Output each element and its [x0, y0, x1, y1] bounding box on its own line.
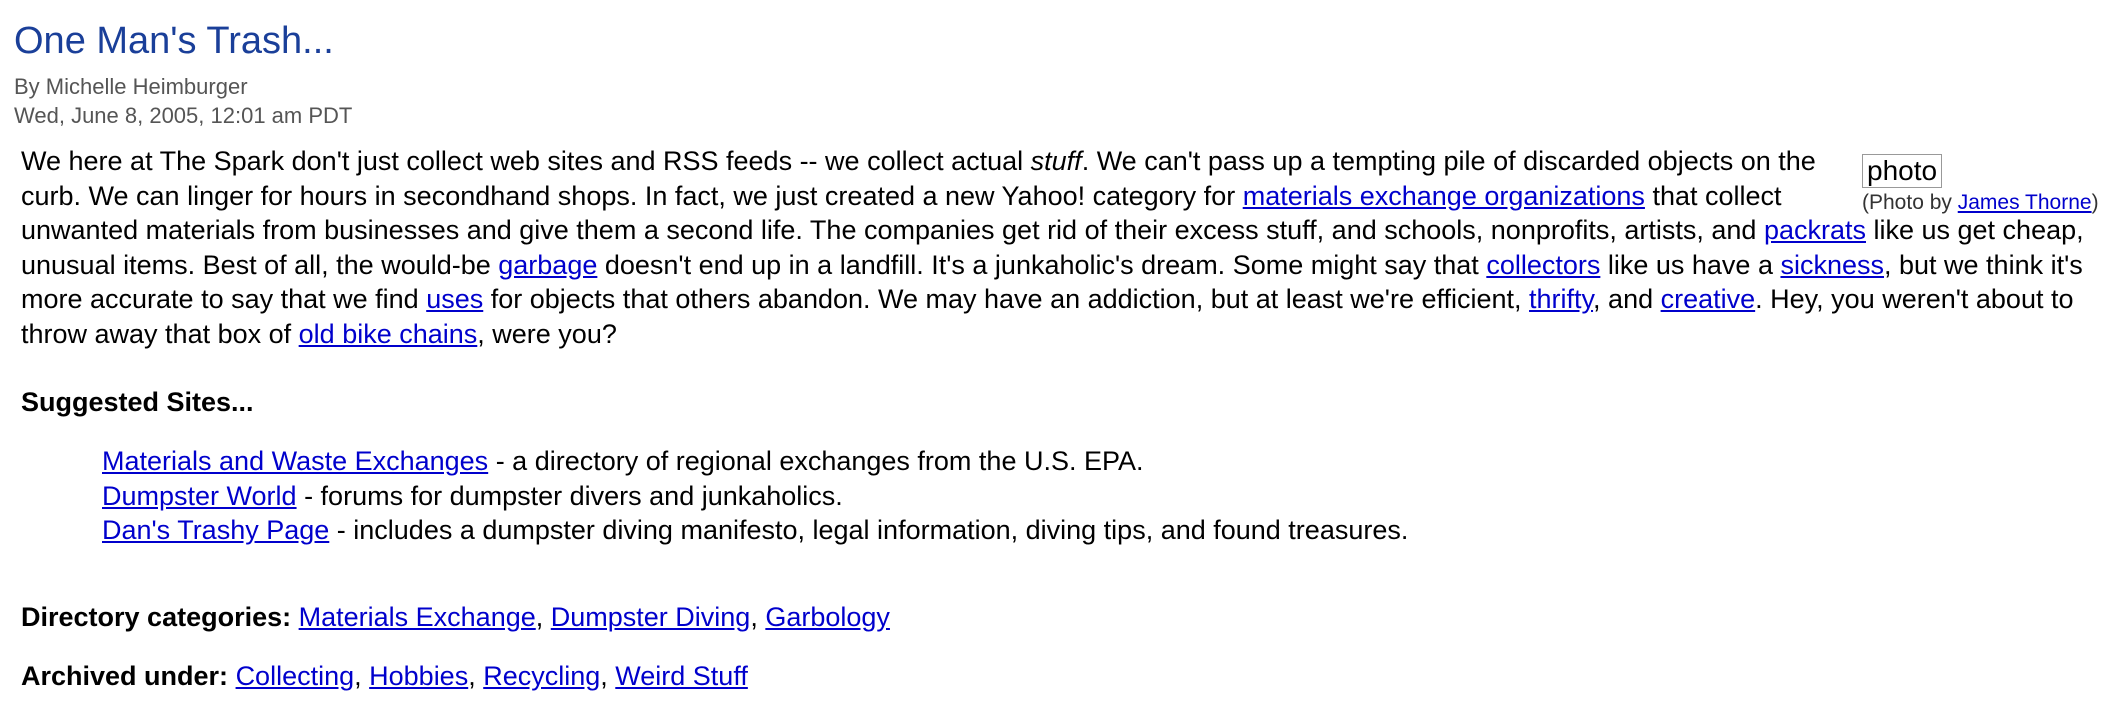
- body-text: . We can't pass up a tempting pile of discarded objects on the curb. We can linger for hours in secondhand shops. In fact, we just created a new Yahoo! category for: [21, 146, 1816, 211]
- site-description: - a directory of regional exchanges from the U.S. EPA.: [488, 446, 1144, 476]
- body-text: that collect unwanted materials from businesses and give them a second life. The companies get rid of their excess stuff, and schools, nonprofits, artists, and: [21, 180, 1782, 246]
- site-link-dumpster-world[interactable]: Dumpster World: [102, 480, 297, 511]
- category-link-dumpster-diving[interactable]: Dumpster Diving: [550, 602, 751, 632]
- body-text: , were you?: [477, 318, 617, 349]
- category-link-garbology[interactable]: Garbology: [765, 602, 890, 632]
- body-text: doesn't end up in a landfill. It's a junkaholic's dream. Some might say that: [597, 249, 1487, 280]
- site-link-dans-trashy-page[interactable]: Dan's Trashy Page: [102, 515, 330, 546]
- article-body: [21, 144, 2111, 352]
- site-description: - forums for dumpster divers and junkaholics.: [296, 480, 843, 511]
- link-garbage[interactable]: garbage: [498, 249, 598, 280]
- archive-link-hobbies[interactable]: Hobbies: [369, 661, 469, 691]
- suggested-sites-heading: Suggested Sites...: [21, 387, 254, 417]
- body-text: We here at The Spark don't just collect web sites and RSS feeds -- we collect actual: [21, 146, 1031, 176]
- article-title: One Man's Trash...: [14, 20, 334, 62]
- body-text: like us get cheap, unusual items. Best of all, the would-be: [21, 215, 2084, 280]
- list-item: [102, 513, 1408, 548]
- photo-credit-link[interactable]: James Thorne: [1957, 191, 2092, 214]
- suggested-sites-list: [102, 444, 1408, 548]
- link-uses[interactable]: uses: [426, 284, 484, 315]
- link-materials-exchange-organizations[interactable]: materials exchange organizations: [1242, 180, 1645, 211]
- archive-link-weird-stuff[interactable]: Weird Stuff: [615, 661, 748, 691]
- publish-date: Wed, June 8, 2005, 12:01 am PDT: [14, 103, 353, 128]
- caption-suffix: ): [2091, 191, 2099, 214]
- body-text: for objects that others abandon. We may have an addiction, but at least we're efficient,: [483, 284, 1530, 315]
- body-text: , and: [1593, 284, 1661, 315]
- link-packrats[interactable]: packrats: [1763, 215, 1866, 246]
- directory-label: Directory categories:: [21, 602, 292, 632]
- archived-under: Archived under: Collecting, Hobbies, Recycling, Weird Stuff: [21, 661, 748, 691]
- link-old-bike-chains[interactable]: old bike chains: [298, 318, 478, 349]
- site-link-materials-waste-exchanges[interactable]: Materials and Waste Exchanges: [102, 446, 489, 476]
- directory-categories: Directory categories: Materials Exchange, Dumpster Diving, Garbology: [21, 602, 890, 632]
- link-creative[interactable]: creative: [1660, 284, 1756, 315]
- body-text: . Hey, you weren't about to throw away that box of: [21, 284, 2074, 349]
- list-item: [102, 479, 1408, 514]
- photo-image: photo: [1862, 154, 1942, 188]
- byline-block: [14, 72, 352, 130]
- link-thrifty[interactable]: thrifty: [1529, 284, 1594, 315]
- caption-prefix: (Photo by: [1862, 191, 1958, 214]
- link-collectors[interactable]: collectors: [1486, 249, 1601, 280]
- category-link-materials-exchange[interactable]: Materials Exchange: [298, 602, 536, 632]
- archive-link-recycling[interactable]: Recycling: [483, 661, 601, 691]
- archived-label: Archived under:: [21, 661, 229, 691]
- link-sickness[interactable]: sickness: [1780, 249, 1884, 280]
- archive-link-collecting[interactable]: Collecting: [235, 661, 355, 691]
- body-emphasis: stuff: [1030, 146, 1082, 176]
- list-item: [102, 444, 1408, 479]
- body-text: , but we think it's more accurate to say that we find: [21, 249, 2083, 315]
- site-description: - includes a dumpster diving manifesto, legal information, diving tips, and found treasures.: [329, 515, 1409, 546]
- body-text: like us have a: [1600, 249, 1781, 280]
- author-byline: By Michelle Heimburger: [14, 74, 248, 99]
